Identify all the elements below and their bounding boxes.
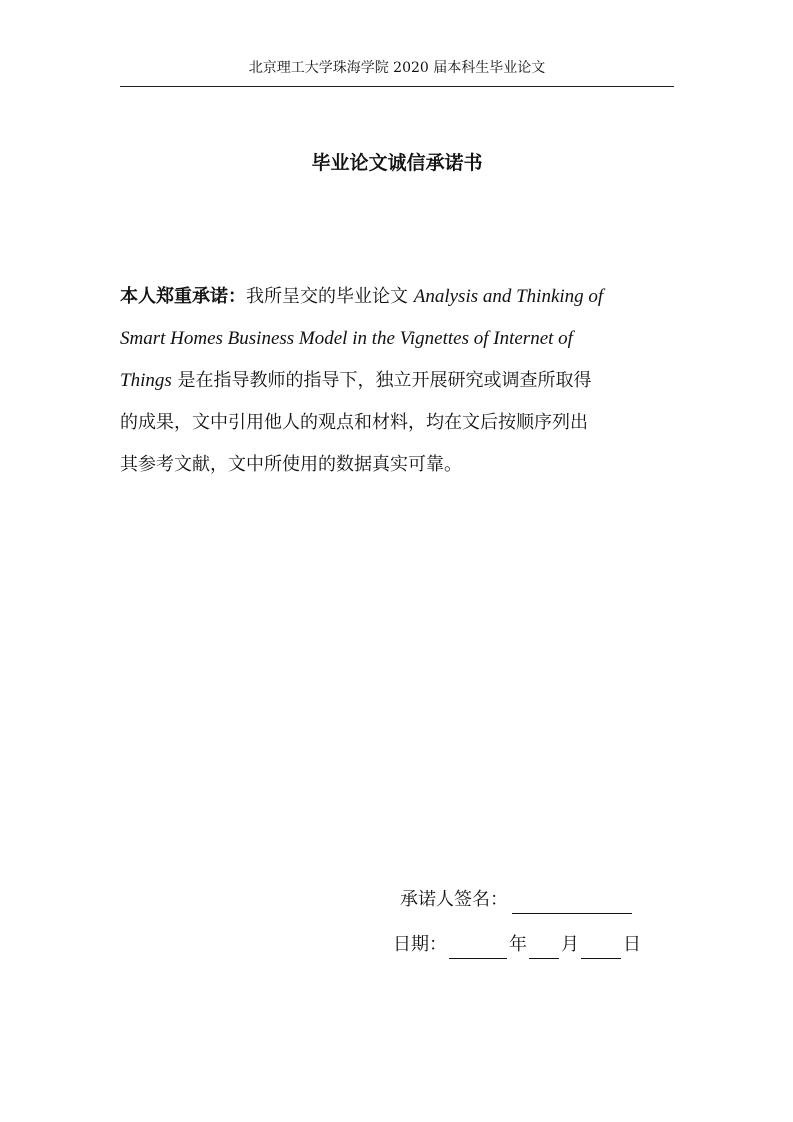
year-blank[interactable] bbox=[449, 936, 507, 959]
signature-blank[interactable] bbox=[512, 891, 632, 914]
signature-row bbox=[400, 886, 632, 914]
pledge-line-1 bbox=[120, 276, 660, 318]
header-divider bbox=[120, 86, 674, 87]
date-row bbox=[393, 931, 641, 959]
year-label: 年 bbox=[509, 934, 527, 955]
thesis-title-part-1: Analysis and Thinking of bbox=[413, 286, 604, 307]
day-blank[interactable] bbox=[581, 936, 621, 959]
pledge-lead: 本人郑重承诺： bbox=[120, 286, 246, 307]
pledge-line1-cn: 我所呈交的毕业论文 bbox=[246, 286, 408, 307]
pledge-paragraph bbox=[120, 276, 660, 486]
page-title: 毕业论文诚信承诺书 bbox=[311, 152, 483, 174]
pledge-line-4: 的成果，文中引用他人的观点和材料，均在文后按顺序列出 bbox=[120, 412, 588, 433]
pledge-line-3 bbox=[120, 360, 660, 402]
signature-label: 承诺人签名： bbox=[400, 889, 508, 910]
date-label: 日期： bbox=[393, 934, 447, 955]
month-blank[interactable] bbox=[529, 936, 559, 959]
thesis-title-part-3: Things bbox=[120, 370, 172, 391]
day-label: 日 bbox=[623, 934, 641, 955]
month-label: 月 bbox=[561, 934, 579, 955]
pledge-line3-cn: 是在指导教师的指导下，独立开展研究或调查所取得 bbox=[177, 370, 592, 391]
thesis-title-part-2: Smart Homes Business Model in the Vignettes of Internet of bbox=[120, 328, 573, 349]
pledge-line-2 bbox=[120, 318, 660, 360]
pledge-line-5: 其参考文献，文中所使用的数据真实可靠。 bbox=[120, 454, 462, 475]
page-header: 北京理工大学珠海学院 2020 届本科生毕业论文 bbox=[248, 60, 546, 76]
